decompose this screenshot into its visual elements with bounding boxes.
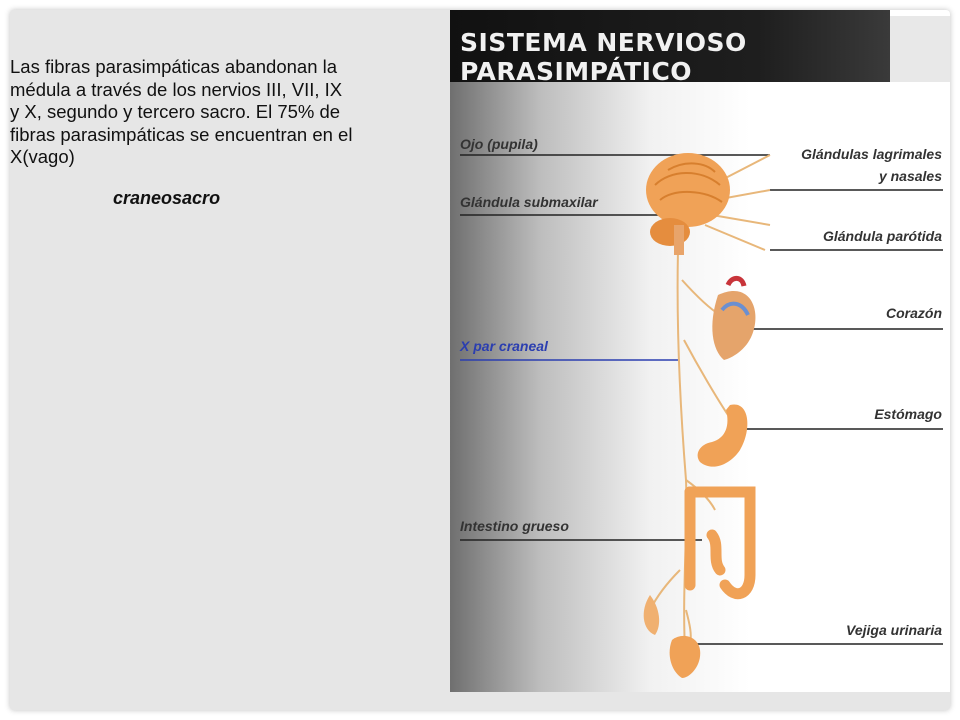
paragraph-line: y X, segundo y tercero sacro. El 75% de <box>10 101 341 123</box>
label-submaxillary: Glándula submaxilar <box>460 194 598 210</box>
stomach <box>698 404 748 466</box>
nerve-branch <box>705 225 765 250</box>
subheading-craneosacro: craneosacro <box>113 188 221 208</box>
label-cranial-nerve: X par craneal <box>460 338 548 354</box>
label-lacrimal-2: y nasales <box>878 168 942 184</box>
label-bladder: Vejiga urinaria <box>846 622 942 638</box>
label-parotid: Glándula parótida <box>822 228 942 244</box>
heart <box>712 278 755 360</box>
paragraph-line: X(vago) <box>10 146 75 168</box>
vagus-nerve <box>678 250 687 650</box>
slide <box>10 10 950 710</box>
label-eye: Ojo (pupila) <box>460 136 538 152</box>
label-heart: Corazón <box>886 305 942 321</box>
paragraph-line: fibras parasimpáticas se encuentran en el <box>10 123 353 145</box>
nerve-branch <box>712 215 770 225</box>
large-intestine <box>690 492 750 594</box>
paragraph-line: médula a través de los nervios III, VII, IX <box>10 78 343 100</box>
parasympathetic-diagram <box>450 10 950 692</box>
label-stomach: Estómago <box>874 406 942 422</box>
body-paragraph <box>10 56 454 169</box>
figure-title: SISTEMA NERVIOSO PARASIMPÁTICO <box>460 28 747 86</box>
pelvic-nerve-plexus <box>644 595 659 635</box>
label-lacrimal-1: Glándulas lagrimales <box>801 146 942 162</box>
brain <box>646 153 730 255</box>
urinary-bladder <box>670 636 701 678</box>
paragraph-line: Las fibras parasimpáticas abandonan la <box>10 56 338 77</box>
label-large-intestine: Intestino grueso <box>460 518 569 534</box>
